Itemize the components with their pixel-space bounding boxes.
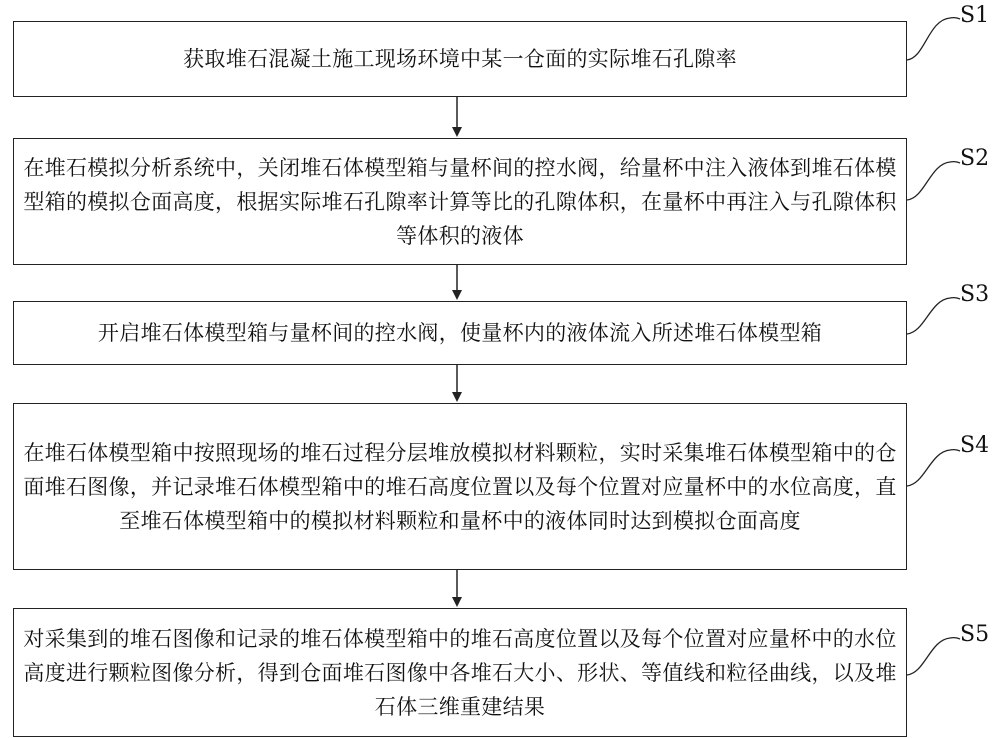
leader-s3 xyxy=(907,298,960,334)
leader-s2 xyxy=(907,162,960,200)
step-label-s3: S3 xyxy=(960,282,990,307)
step-text-s4: 在堆石体模型箱中按照现场的堆石过程分层堆放模拟材料颗粒，实时采集堆石体模型箱中的仓面堆石图像，并记录堆石体模型箱中的堆石高度位置以及每个位置对应量杯中的水位高度，直至堆石体模型箱中的模拟材料颗粒和量杯中的液体同时达到模拟仓面高度 xyxy=(23,440,897,533)
step-box-s4 xyxy=(13,403,907,570)
step-label-s2: S2 xyxy=(960,146,990,171)
leader-s4 xyxy=(907,450,960,486)
step-label-s4: S4 xyxy=(960,433,990,458)
step-box-s3 xyxy=(13,301,907,365)
step-text-s2: 在堆石模拟分析系统中，关闭堆石体模型箱与量杯间的控水阀，给量杯中注入液体到堆石体模型箱的模拟仓面高度，根据实际堆石孔隙率计算等比的孔隙体积，在量杯中再注入与孔隙体积等体积的液体 xyxy=(23,155,897,248)
step-text-s1: 获取堆石混凝土施工现场环境中某一仓面的实际堆石孔隙率 xyxy=(183,47,737,71)
step-text-s3: 开启堆石体模型箱与量杯间的控水阀，使量杯内的液体流入所述堆石体模型箱 xyxy=(97,321,823,345)
step-text-s5: 对采集到的堆石图像和记录的堆石体模型箱中的堆石高度位置以及每个位置对应量杯中的水位高度进行颗粒图像分析，得到仓面堆石图像中各堆石大小、形状、等值线和粒径曲线，以及堆石体三维重建结果 xyxy=(23,626,897,719)
leader-s5 xyxy=(907,638,960,675)
leader-s1 xyxy=(907,18,960,60)
step-label-s5: S5 xyxy=(960,622,990,647)
step-box-s1 xyxy=(13,21,907,97)
step-label-s1: S1 xyxy=(960,3,990,28)
step-box-s5 xyxy=(13,608,907,737)
step-box-s2 xyxy=(13,138,907,265)
